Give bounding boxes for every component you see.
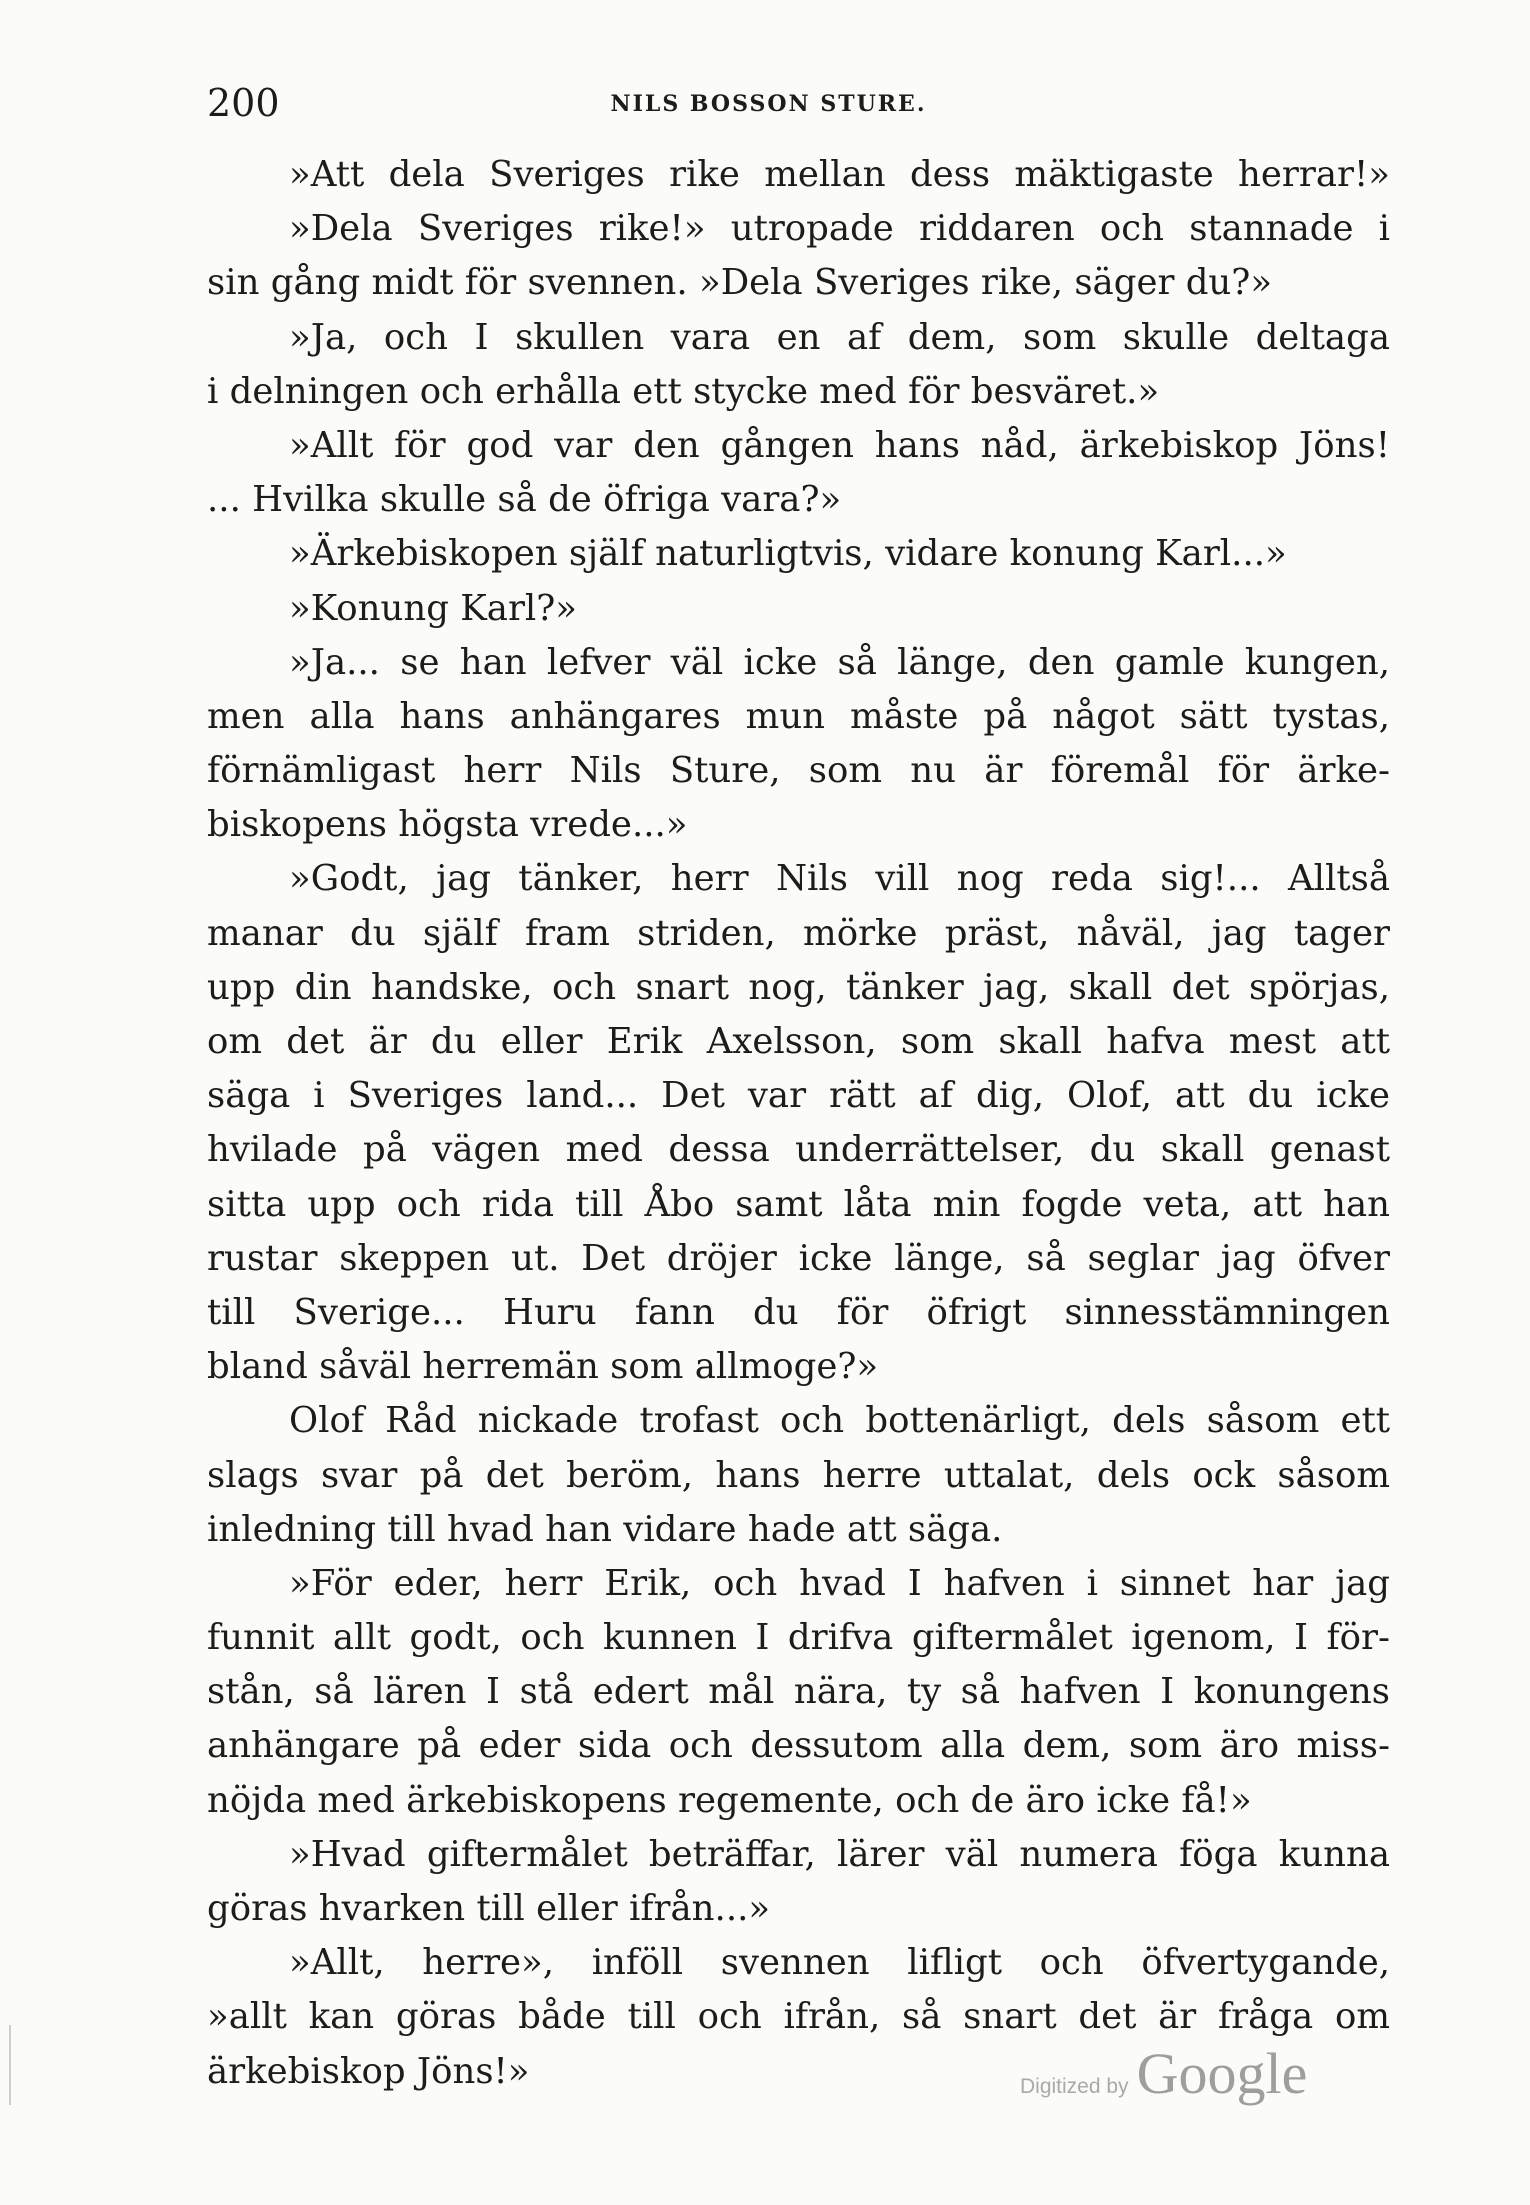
text-line: »Godt, jag tänker, herr Nils vill nog reda sig!... Alltså — [289, 858, 1390, 900]
text-line: sin gång midt för svennen. »Dela Sveriges rike, säger du?» — [207, 262, 1273, 304]
scan-margin-mark — [9, 2025, 11, 2105]
google-logo: Google — [1136, 2041, 1308, 2106]
text-line: anhängare på eder sida och dessutom alla dem, som äro miss- — [207, 1725, 1390, 1767]
text-line: »Allt, herre», inföll svennen lifligt och öfvertygande, — [289, 1942, 1390, 1984]
text-line: »Ja, och I skullen vara en af dem, som skulle deltaga — [289, 316, 1390, 358]
text-line: ... Hvilka skulle så de öfriga vara?» — [207, 479, 842, 521]
text-line: till Sverige... Huru fann du för öfrigt sinnesstämningen — [207, 1291, 1390, 1333]
text-line: »Att dela Sveriges rike mellan dess mäktigaste herrar!» — [289, 154, 1390, 195]
text-line: bland såväl herremän som allmoge?» — [207, 1346, 879, 1388]
text-line: förnämligast herr Nils Sture, som nu är föremål för ärke- — [207, 750, 1390, 792]
text-line: funnit allt godt, och kunnen I drifva giftermålet igenom, I för- — [207, 1617, 1390, 1659]
text-line: »Konung Karl?» — [289, 587, 578, 629]
text-line: »Dela Sveriges rike!» utropade riddaren och stannade i — [289, 208, 1390, 250]
text-line: ärkebiskop Jöns!» — [207, 2050, 530, 2092]
text-line: manar du själf fram striden, mörke präst, nåväl, jag tager — [207, 912, 1390, 954]
text-line: slags svar på det beröm, hans herre uttalat, dels ock såsom — [207, 1454, 1390, 1496]
text-line: göras hvarken till eller ifrån...» — [207, 1888, 771, 1929]
text-line: inledning till hvad han vidare hade att säga. — [207, 1508, 1003, 1550]
text-line: »Ärkebiskopen själf naturligtvis, vidare konung Karl...» — [289, 533, 1287, 575]
body-text — [207, 148, 1390, 2099]
text-line: hvilade på vägen med dessa underrättelser, du skall genast — [207, 1129, 1390, 1171]
text-line: »allt kan göras både till och ifrån, så snart det är fråga om — [207, 1996, 1390, 2038]
text-line: »Ja... se han lefver väl icke så länge, den gamle kungen, — [289, 641, 1390, 683]
running-title: NILS BOSSON STURE. — [610, 91, 927, 117]
digitized-watermark — [1020, 2040, 1307, 2107]
page-header — [207, 78, 1330, 128]
text-line: stån, så lären I stå edert mål nära, ty så hafven I konungens — [207, 1671, 1390, 1713]
text-line: nöjda med ärkebiskopens regemente, och de äro icke få!» — [207, 1779, 1252, 1821]
text-line: i delningen och erhålla ett stycke med för besväret.» — [207, 370, 1160, 412]
text-line: Olof Råd nickade trofast och bottenärligt, dels såsom ett — [289, 1400, 1390, 1442]
watermark-label: Digitized by — [1020, 2075, 1129, 2098]
text-line: om det är du eller Erik Axelsson, som skall hafva mest att — [207, 1021, 1390, 1062]
text-line: »För eder, herr Erik, och hvad I hafven i sinnet har jag — [289, 1562, 1390, 1604]
page-number: 200 — [207, 81, 280, 125]
text-line: »Hvad giftermålet beträffar, lärer väl numera föga kunna — [289, 1833, 1390, 1875]
text-line: men alla hans anhängares mun måste på något sätt tystas, — [207, 695, 1390, 737]
text-line: rustar skeppen ut. Det dröjer icke länge, så seglar jag öfver — [207, 1237, 1390, 1279]
text-line: biskopens högsta vrede...» — [207, 804, 688, 846]
text-line: sitta upp och rida till Åbo samt låta min fogde veta, att han — [207, 1183, 1390, 1225]
text-line: upp din handske, och snart nog, tänker jag, skall det spörjas, — [207, 966, 1390, 1008]
text-line: säga i Sveriges land... Det var rätt af dig, Olof, att du icke — [207, 1075, 1390, 1117]
text-line: »Allt för god var den gången hans nåd, ärkebiskop Jöns! — [289, 424, 1390, 466]
